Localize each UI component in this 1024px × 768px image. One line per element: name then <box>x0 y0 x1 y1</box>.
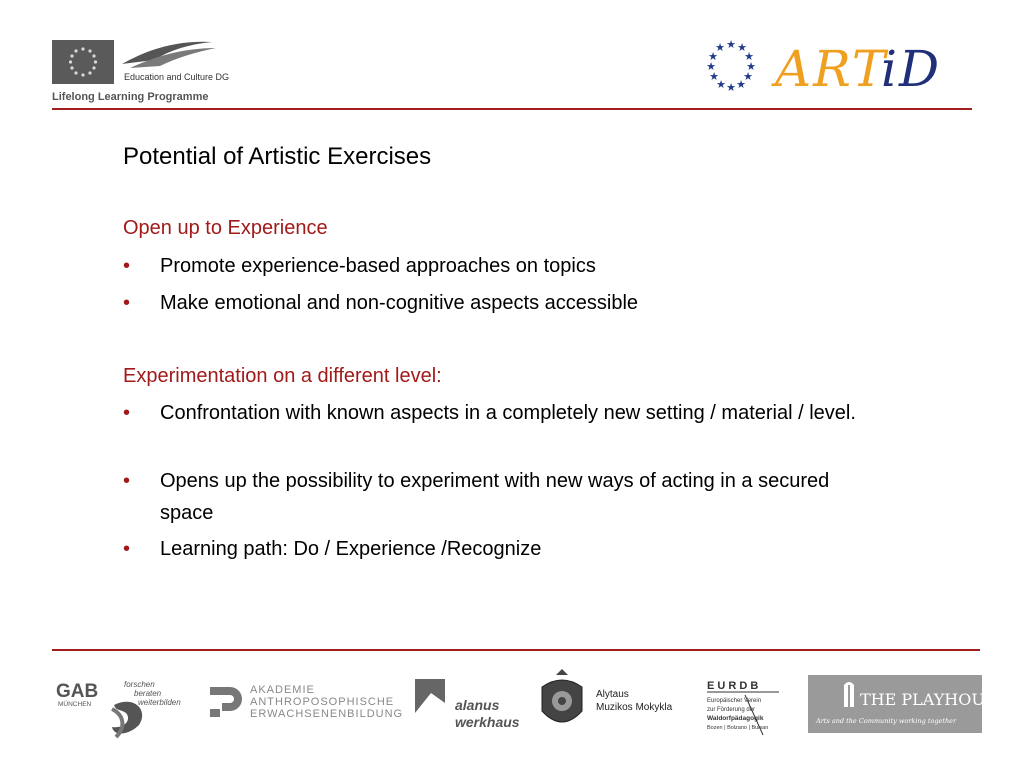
akademie-line-2: ANTHROPOSOPHISCHE <box>250 696 395 708</box>
agency-name: Education and Culture DG <box>124 72 230 82</box>
slide-title: Potential of Artistic Exercises <box>123 143 432 170</box>
bullet-item <box>123 533 893 565</box>
bullet-text: Confrontation with known aspects in a completely new setting / material / level. <box>160 402 856 424</box>
eu-star-circle-icon <box>706 39 756 94</box>
alanus-line-1: alanus <box>455 697 500 713</box>
bullet-marker: • <box>123 255 131 277</box>
gab-tagline-3: weiterbilden <box>138 698 181 707</box>
bullet-marker: • <box>123 292 131 314</box>
akademie-logo <box>206 665 404 745</box>
eurdb-line-3: Waldorfpädagogik <box>707 715 764 722</box>
gab-muenchen-logo <box>54 665 194 745</box>
gab-tagline-2: beraten <box>134 689 162 698</box>
svg-text:★: ★ <box>706 61 716 73</box>
svg-text:★: ★ <box>709 71 719 83</box>
svg-text:★: ★ <box>746 61 756 73</box>
svg-text:ART: ART <box>775 40 888 98</box>
bullet-text: Opens up the possibility to experiment with new ways of acting in a secured space <box>160 470 830 524</box>
bullet-item <box>123 250 893 282</box>
svg-text:iD: iD <box>881 40 942 98</box>
svg-text:★: ★ <box>716 79 726 91</box>
eurdb-line-4: Bozen | Bolzano | Bulsan <box>707 725 769 731</box>
eu-flag-logo <box>52 40 114 84</box>
section-heading-experimentation: Experimentation on a different level: <box>123 365 442 387</box>
eurdb-logo <box>705 665 785 745</box>
svg-text:★: ★ <box>726 82 736 94</box>
gab-city: MÜNCHEN <box>58 701 92 708</box>
eurdb-line-2: zur Förderung der <box>707 707 756 713</box>
svg-text:★: ★ <box>726 39 736 51</box>
bullet-marker: • <box>123 470 131 492</box>
alanus-line-2: werkhaus <box>455 714 520 730</box>
akademie-line-3: ERWACHSENENBILDUNG <box>250 708 404 720</box>
header-rule <box>52 108 972 110</box>
svg-text:★: ★ <box>715 42 725 54</box>
alytaus-line-2: Muzikos Mokykla <box>596 702 673 713</box>
akademie-line-1: AKADEMIE <box>250 684 315 696</box>
eurdb-line-1: Europäischer Verein <box>707 698 762 704</box>
bullet-item <box>123 287 893 319</box>
bullet-text: Make emotional and non-cognitive aspects accessible <box>160 292 639 314</box>
bullet-text: Learning path: Do / Experience /Recognize <box>160 538 542 560</box>
bullet-item <box>123 397 883 429</box>
alanus-werkhaus-logo <box>413 665 523 745</box>
eurdb-name: E U R D B <box>707 680 759 692</box>
bullet-marker: • <box>123 402 131 424</box>
bullet-marker: • <box>123 538 131 560</box>
alytaus-music-school-logo <box>536 665 686 745</box>
footer-rule <box>52 649 980 651</box>
gab-name: GAB <box>56 681 99 702</box>
artid-logo <box>703 38 965 98</box>
svg-text:★: ★ <box>744 51 754 63</box>
svg-text:★: ★ <box>743 71 753 83</box>
playhouse-tagline: Arts and the Community working together <box>816 717 957 725</box>
programme-name: Lifelong Learning Programme <box>52 91 209 103</box>
education-culture-swoosh-logo <box>120 38 230 72</box>
bullet-text: Promote experience-based approaches on topics <box>160 255 596 277</box>
svg-text:★: ★ <box>736 79 746 91</box>
section-heading-open-up: Open up to Experience <box>123 217 328 239</box>
playhouse-name: THE PLAYHOUSE <box>860 690 1008 709</box>
bullet-item <box>123 465 883 529</box>
alytaus-line-1: Alytaus <box>596 689 629 700</box>
playhouse-logo <box>808 665 1008 745</box>
gab-tagline-1: forschen <box>124 680 155 689</box>
svg-text:★: ★ <box>737 42 747 54</box>
svg-text:★: ★ <box>708 51 718 63</box>
